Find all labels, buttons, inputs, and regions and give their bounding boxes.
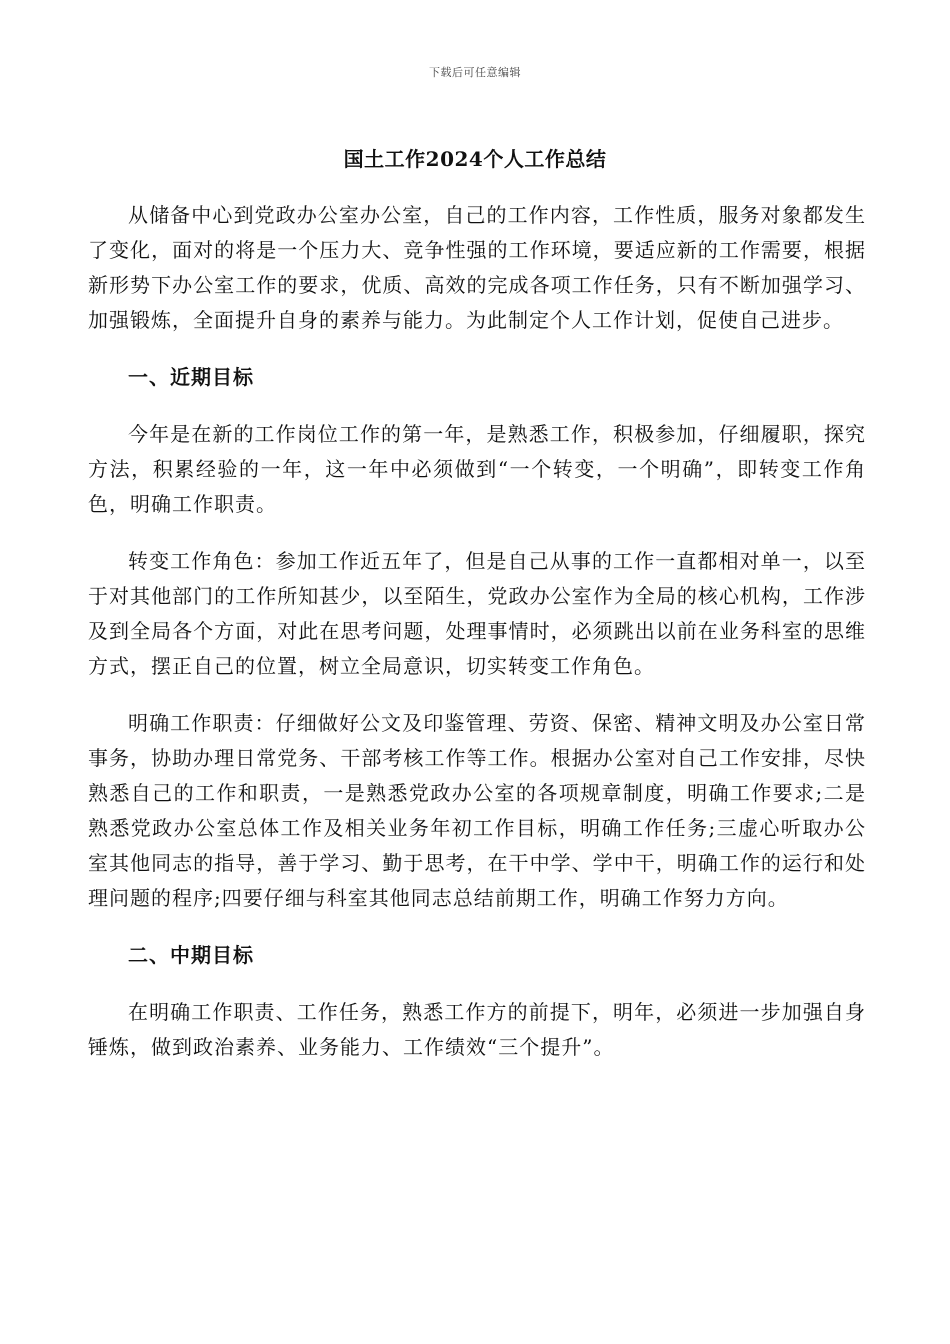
duties-paragraph: 明确工作职责：仔细做好公文及印鉴管理、劳资、保密、精神文明及办公室日常事务，协助办理日常党务、干部考核工作等工作。根据办公室对自己工作安排，尽快熟悉自己的工作和职责，一是熟悉党政办公室的各项规章制度，明确工作要求;二是熟悉党政办公室总体工作及相关业务年初工作目标，明确工作任务;三虚心听取办公室其他同志的指导，善于学习、勤于思考，在干中学、学中干，明确工作的运行和处理问题的程序;四要仔细与科室其他同志总结前期工作，明确工作努力方向。 — [88, 711, 866, 910]
intro-paragraph: 从储备中心到党政办公室办公室，自己的工作内容，工作性质，服务对象都发生了变化，面对的将是一个压力大、竞争性强的工作环境，要适应新的工作需要，根据新形势下办公室工作的要求，优质、高效的完成各项工作任务，只有不断加强学习、加强锻炼，全面提升自身的素养与能力。为此制定个人工作计划，促使自己进步。 — [88, 203, 866, 332]
section-heading-mid-term: 二、中期目标 — [128, 943, 254, 967]
near-term-paragraph: 今年是在新的工作岗位工作的第一年，是熟悉工作，积极参加，仔细履职，探究方法，积累经验的一年，这一年中必须做到“一个转变，一个明确”，即转变工作角色，明确工作职责。 — [88, 422, 866, 516]
document-title: 国土工作2024个人工作总结 — [343, 147, 607, 171]
role-change-paragraph: 转变工作角色：参加工作近五年了，但是自己从事的工作一直都相对单一，以至于对其他部门的工作所知甚少，以至陌生，党政办公室作为全局的核心机构，工作涉及到全局各个方面，对此在思考问题，处理事情时，必须跳出以前在业务科室的思维方式，摆正自己的位置，树立全局意识，切实转变工作角色。 — [88, 549, 866, 678]
header-note: 下载后可任意编辑 — [429, 66, 521, 79]
document-body — [88, 198, 866, 1087]
mid-term-paragraph: 在明确工作职责、工作任务，熟悉工作方的前提下，明年，必须进一步加强自身锤炼，做到政治素养、业务能力、工作绩效“三个提升”。 — [88, 1000, 866, 1059]
section-heading-near-term: 一、近期目标 — [128, 365, 254, 389]
